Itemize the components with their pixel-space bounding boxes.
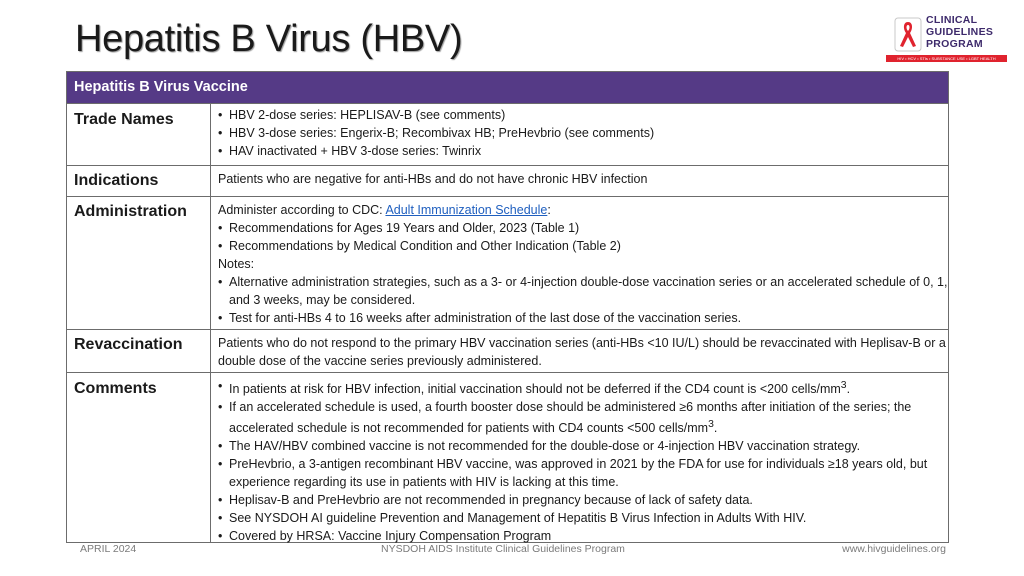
list-item: • Test for anti-HBs 4 to 16 weeks after administration of the last dose of the vaccination series. <box>218 309 948 327</box>
list-item: • Heplisav-B and PreHevbrio are not recommended in pregnancy because of lack of safety data. <box>218 491 948 509</box>
logo-line-3: PROGRAM <box>926 38 983 50</box>
footer-date: APRIL 2024 <box>80 543 137 555</box>
row-indications <box>67 165 948 196</box>
logo-line-2: GUIDELINES <box>926 26 994 38</box>
list-item: • Alternative administration strategies, such as a 3- or 4-injection double-dose vaccination series or an accelerated schedule of 0, 1, and 3 weeks, may be considered. <box>218 273 948 309</box>
notes-label: Notes: <box>218 257 255 271</box>
row-administration <box>67 196 948 329</box>
ribbon-icon <box>894 16 924 54</box>
content-indications: Patients who are negative for anti-HBs and do not have chronic HBV infection <box>218 172 648 186</box>
content-revaccination: Patients who do not respond to the primary HBV vaccination series (anti-HBs <10 IU/L) should be revaccinated with Heplisav-B or a double dose of the vaccine series previously administered. <box>218 336 946 368</box>
logo-line-1: CLINICAL <box>926 14 978 26</box>
label-comments: Comments <box>67 373 211 542</box>
logo-tagline: HIV • HCV • STIs • SUBSTANCE USE • LGBT HEALTH <box>886 55 1007 62</box>
list-item: • If an accelerated schedule is used, a fourth booster dose should be administered ≥6 months after initiation of the series; the accelerated schedule is not recommended for patients with CD4 counts <500 cells/$mm^3$. <box>218 398 948 437</box>
list-item: • HAV inactivated + HBV 3-dose series: Twinrix <box>218 142 948 160</box>
list-item: • The HAV/HBV combined vaccine is not recommended for the double-dose or 4-injection HBV vaccination strategy. <box>218 437 948 455</box>
list-item: • See NYSDOH AI guideline Prevention and Management of Hepatitis B Virus Infection in Adults With HIV. <box>218 509 948 527</box>
content-comments <box>211 373 948 542</box>
list-item: • HBV 3-dose series: Engerix-B; Recombivax HB; PreHevbrio (see comments) <box>218 124 948 142</box>
label-revaccination: Revaccination <box>67 330 211 372</box>
row-comments <box>67 372 948 542</box>
content-trade-names <box>211 104 948 165</box>
list-item: • In patients at risk for HBV infection, initial vaccination should not be deferred if the CD4 count is <200 cells/$mm^3$. <box>218 377 948 398</box>
adult-immunization-schedule-link[interactable]: Adult Immunization Schedule <box>385 203 548 217</box>
clinical-guidelines-logo <box>886 14 1010 64</box>
label-administration: Administration <box>67 197 211 329</box>
list-item: • PreHevbrio, a 3-antigen recombinant HBV vaccine, was approved in 2021 by the FDA for use for individuals ≥18 years old, but experience regarding its use in patients with HIV is lacking at this time. <box>218 455 948 491</box>
list-item: • Covered by HRSA: Vaccine Injury Compensation Program <box>218 527 948 545</box>
label-indications: Indications <box>67 166 211 196</box>
footer-url: www.hivguidelines.org <box>842 543 946 555</box>
vaccine-table <box>66 71 949 543</box>
page-title: Hepatitis B Virus (HBV) <box>75 18 463 60</box>
administration-intro: Administer according to CDC: Adult Immunization Schedule: <box>218 203 551 217</box>
list-item: • HBV 2-dose series: HEPLISAV-B (see comments) <box>218 106 948 124</box>
row-revaccination <box>67 329 948 372</box>
content-administration <box>211 197 948 329</box>
label-trade-names: Trade Names <box>67 104 211 165</box>
row-trade-names <box>67 103 948 165</box>
list-item: • Recommendations for Ages 19 Years and Older, 2023 (Table 1) <box>218 219 948 237</box>
footer-program: NYSDOH AIDS Institute Clinical Guidelines Program <box>381 543 625 555</box>
list-item: • Recommendations by Medical Condition and Other Indication (Table 2) <box>218 237 948 255</box>
table-header: Hepatitis B Virus Vaccine <box>67 72 948 103</box>
